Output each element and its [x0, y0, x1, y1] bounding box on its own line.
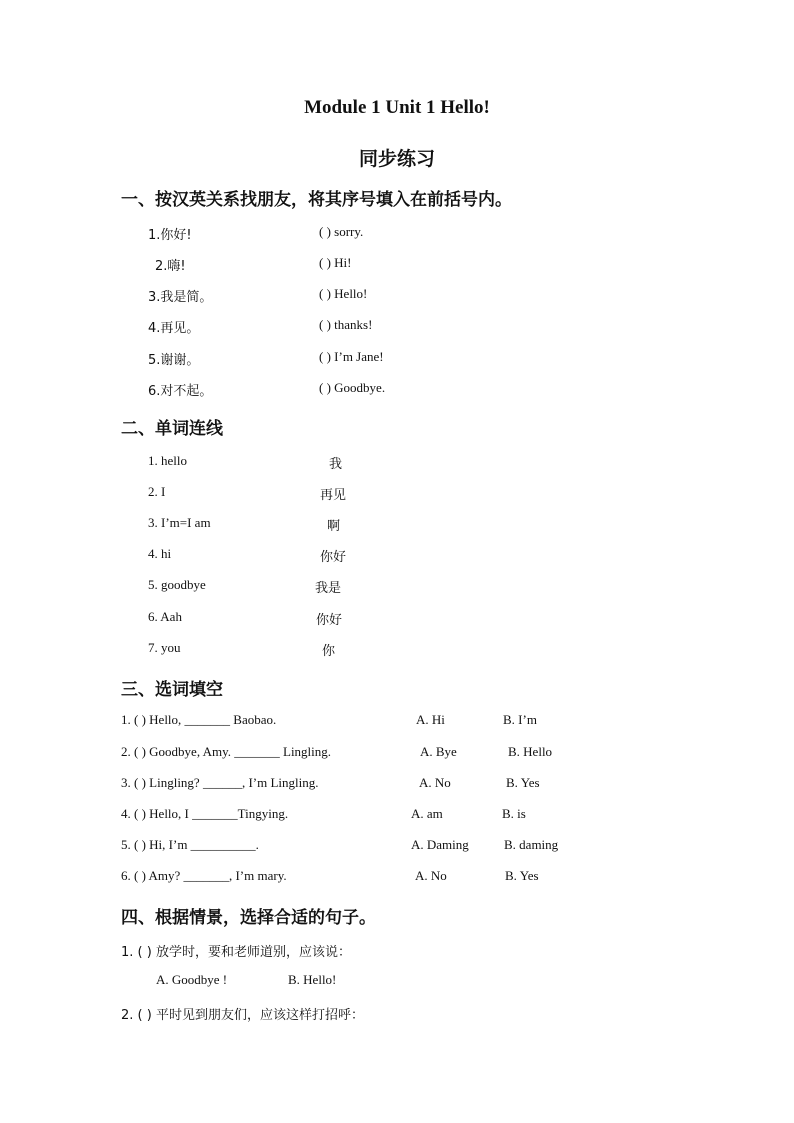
s3-option-a: A. Hi [416, 712, 445, 727]
s2-chinese-word: 你好 [316, 613, 343, 628]
s1-right-item: ( ) Hi! [319, 255, 352, 270]
s2-english-word: 3. I’m=I am [148, 515, 211, 530]
s4-question-2: 2. ( ) 平时见到朋友们，应该这样打招呼： [121, 1008, 364, 1023]
s3-question: 6. ( ) Amy? _______, I’m mary. [121, 868, 287, 883]
s2-chinese-word: 我是 [315, 581, 342, 596]
s2-chinese-word: 我 [329, 457, 343, 472]
section3-heading: 三、选词填空 [121, 680, 223, 700]
section1-heading: 一、按汉英关系找朋友，将其序号填入在前括号内。 [121, 190, 512, 210]
s3-option-b: B. Yes [506, 775, 540, 790]
s1-right-item: ( ) Hello! [319, 286, 368, 301]
s2-chinese-word: 啊 [327, 519, 341, 534]
s3-option-a: A. am [411, 806, 443, 821]
s2-chinese-word: 再见 [320, 488, 347, 503]
s2-english-word: 7. you [148, 640, 181, 655]
page-subtitle: 同步练习 [358, 148, 435, 170]
s3-question: 2. ( ) Goodbye, Amy. _______ Lingling. [121, 744, 332, 759]
s2-chinese-word: 你 [322, 644, 336, 659]
page-title: Module 1 Unit 1 Hello! [304, 97, 490, 118]
s4-question-1: 1. ( ) 放学时，要和老师道别，应该说： [121, 945, 351, 960]
s4-q1-option-a: A. Goodbye ! [156, 972, 228, 987]
s2-english-word: 2. I [148, 484, 166, 499]
s3-option-b: B. Yes [505, 868, 539, 883]
s3-option-a: A. Daming [411, 837, 469, 852]
s1-left-item: 2.嗨! [155, 259, 186, 274]
s1-right-item: ( ) I’m Jane! [319, 349, 384, 364]
s3-option-a: A. Bye [420, 744, 457, 759]
s2-english-word: 1. hello [148, 453, 187, 468]
section2-heading: 二、单词连线 [121, 419, 223, 439]
s1-right-item: ( ) thanks! [319, 317, 373, 332]
s3-option-a: A. No [419, 775, 451, 790]
s3-option-b: B. is [502, 806, 526, 821]
s2-english-word: 4. hi [148, 546, 172, 561]
s2-chinese-word: 你好 [320, 550, 347, 565]
s1-left-item: 1.你好! [148, 228, 192, 243]
s3-question: 4. ( ) Hello, I _______Tingying. [121, 806, 289, 821]
s3-option-b: B. Hello [508, 744, 553, 759]
s1-left-item: 4.再见。 [148, 321, 200, 336]
s1-left-item: 3.我是简。 [148, 290, 213, 305]
s2-english-word: 6. Aah [148, 609, 182, 624]
s1-right-item: ( ) Goodbye. [319, 380, 386, 395]
s3-question: 3. ( ) Lingling? ______, I’m Lingling. [121, 775, 319, 790]
s1-left-item: 6.对不起。 [148, 384, 213, 399]
s3-question: 5. ( ) Hi, I’m __________. [121, 837, 259, 852]
s3-option-b: B. daming [504, 837, 559, 852]
section4-heading: 四、根据情景，选择合适的句子。 [121, 908, 376, 928]
s3-option-a: A. No [415, 868, 447, 883]
s3-option-b: B. I’m [503, 712, 537, 727]
s1-left-item: 5.谢谢。 [148, 353, 200, 368]
s1-right-item: ( ) sorry. [319, 224, 364, 239]
s2-english-word: 5. goodbye [148, 577, 206, 592]
s3-question: 1. ( ) Hello, _______ Baobao. [121, 712, 277, 727]
s4-q1-option-b: B. Hello! [288, 972, 337, 987]
